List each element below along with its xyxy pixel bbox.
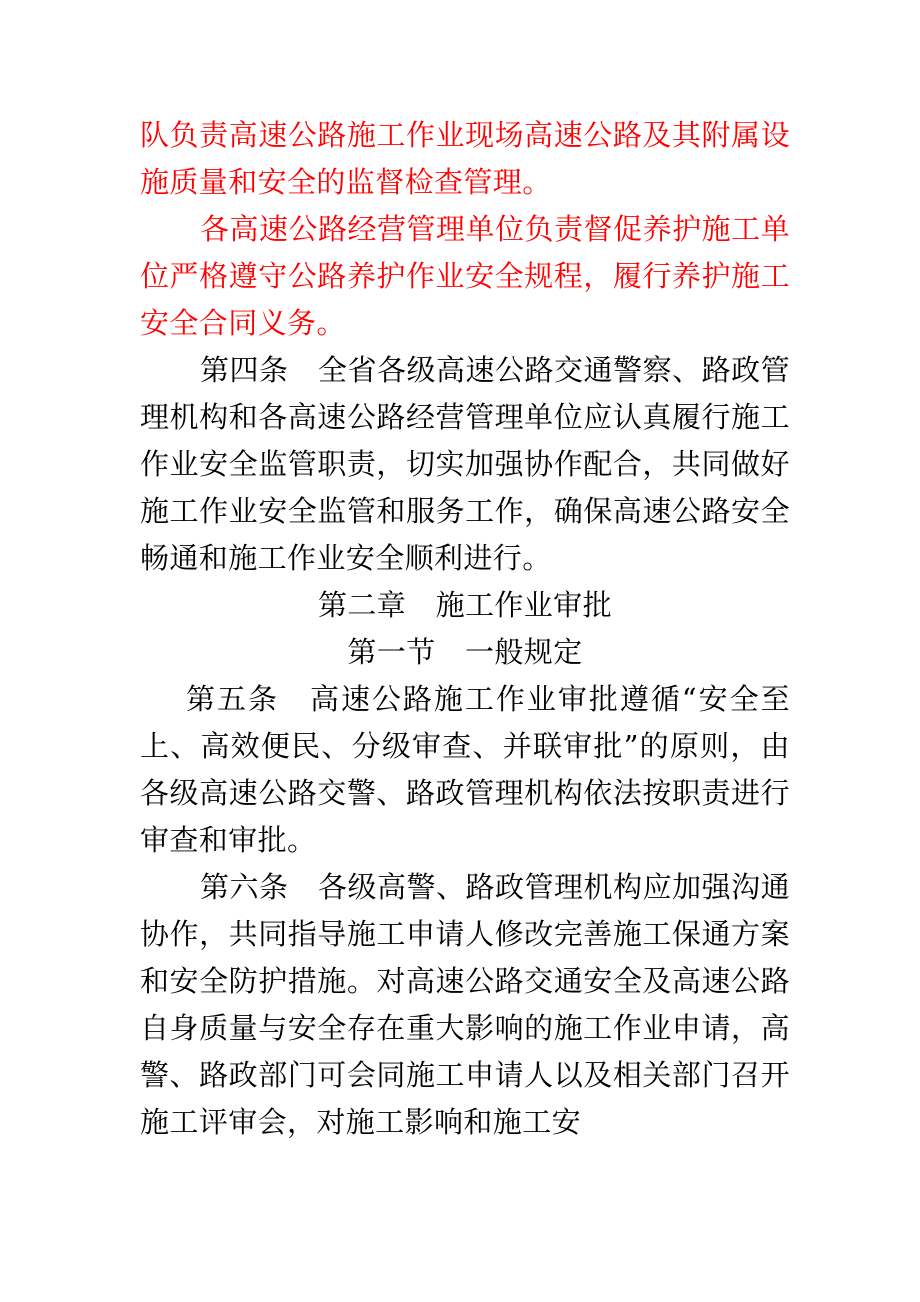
paragraph-management-units-red: 各高速公路经营管理单位负责督促养护施工单位严格遵守公路养护作业安全规程，履行养护施工安全合同义务。 (140, 212, 790, 340)
paragraph-continuation-red: 队负责高速公路施工作业现场高速公路及其附属设施质量和安全的监督检查管理。 (140, 118, 790, 199)
section-heading: 第一节 一般规定 (347, 635, 583, 669)
paragraph-article-6: 第六条 各级高警、路政管理机构应加强沟通协作，共同指导施工申请人修改完善施工保通方案和安全防护措施。对高速公路交通安全及高速公路自身质量与安全存在重大影响的施工作业申请，高警、路政部门可会同施工申请人以及相关部门召开施工评审会，对施工影响和施工安 (140, 870, 790, 1139)
paragraph-article-4: 第四条 全省各级高速公路交通警察、路政管理机构和各高速公路经营管理单位应认真履行施工作业安全监管职责，切实加强协作配合，共同做好施工作业安全监管和服务工作，确保高速公路安全畅通和施工作业安全顺利进行。 (140, 353, 790, 575)
document-body (140, 112, 790, 1146)
paragraph-article-5: 第五条 高速公路施工作业审批遵循“安全至上、高效便民、分级审查、并联审批”的原则，由各级高速公路交警、路政管理机构依法按职责进行审查和审批。 (140, 682, 790, 857)
chapter-heading: 第二章 施工作业审批 (317, 588, 612, 622)
